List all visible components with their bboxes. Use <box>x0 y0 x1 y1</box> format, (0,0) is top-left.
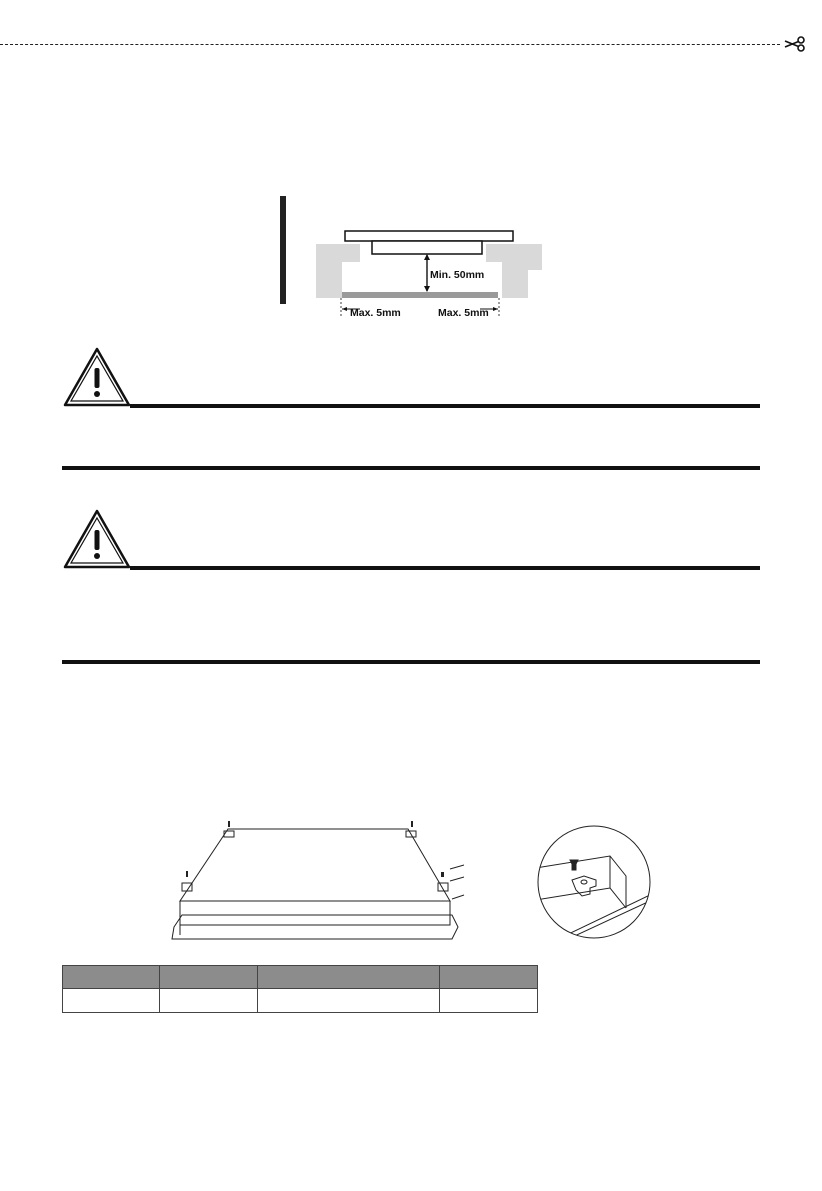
wall <box>280 196 286 304</box>
scissors-icon <box>784 36 806 52</box>
installation-clearance-diagram <box>272 188 562 318</box>
bracket-detail-diagram <box>536 824 652 940</box>
table-cell <box>258 989 440 1013</box>
hob-glass <box>345 231 513 241</box>
warning-divider-bottom <box>62 660 760 664</box>
table-header-cell <box>440 966 538 989</box>
table-header-cell <box>160 966 258 989</box>
cut-line <box>0 44 780 45</box>
worktop-right <box>486 244 542 298</box>
table-header-row <box>63 966 538 989</box>
table-header-cell <box>258 966 440 989</box>
table-row <box>63 989 538 1013</box>
max-left-label: Max. 5mm <box>350 307 401 318</box>
warning-triangle-icon <box>62 346 132 408</box>
warning-triangle-icon <box>62 508 132 570</box>
warning-divider-bottom <box>62 466 760 470</box>
warning-divider-top <box>130 566 760 570</box>
table-cell <box>160 989 258 1013</box>
worktop-left <box>316 244 360 298</box>
hob-bracket-diagram <box>168 815 468 945</box>
spec-table <box>62 965 538 1013</box>
table-cell <box>63 989 160 1013</box>
separator-panel <box>342 292 498 298</box>
table-header-cell <box>63 966 160 989</box>
min-height-label: Min. 50mm <box>430 269 485 281</box>
warning-divider-top <box>130 404 760 408</box>
max-right-label: Max. 5mm <box>438 307 489 318</box>
hob-body <box>372 241 482 254</box>
table-cell <box>440 989 538 1013</box>
